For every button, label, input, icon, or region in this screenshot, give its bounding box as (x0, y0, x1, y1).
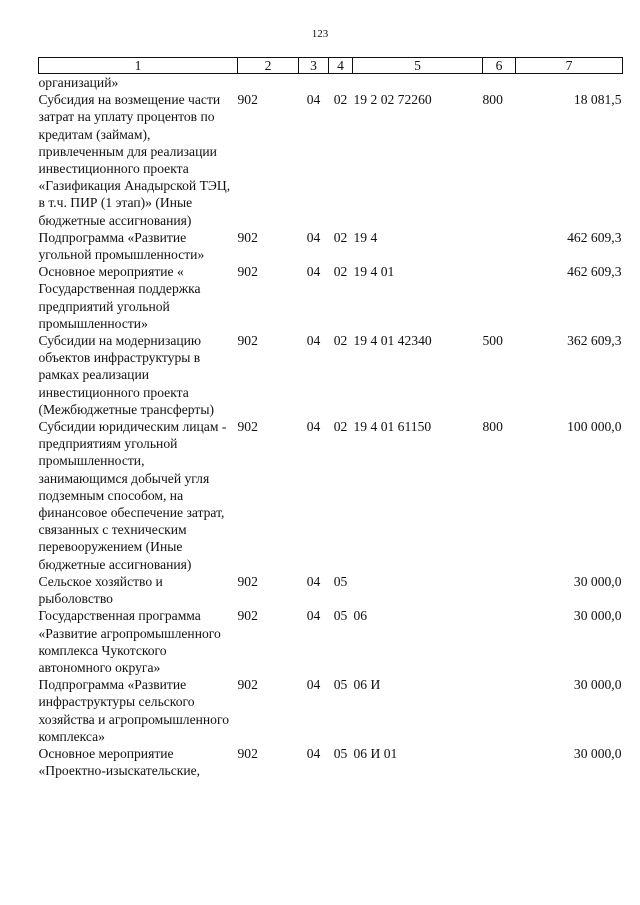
target-article-cell: 06 (353, 608, 368, 624)
name-cell: организаций» (38, 75, 119, 90)
name-cell: Государственная программа «Развитие агропромышленного комплекса Чукотского автономного округа» (38, 608, 221, 675)
subsection-cell: 05 (333, 608, 348, 624)
subsection-cell: 05 (333, 573, 348, 589)
subsection-cell: 02 (333, 264, 348, 280)
section-cell: 04 (306, 419, 321, 435)
grbs-cell (238, 74, 299, 92)
section-cell: 04 (306, 677, 321, 693)
expense-type-cell (483, 74, 516, 92)
header-row (39, 58, 623, 74)
table-header (39, 58, 623, 74)
grbs-cell: 902 (237, 92, 258, 108)
section-cell: 04 (306, 608, 321, 624)
amount-cell: 462 609,3 (567, 229, 622, 245)
expense-type-cell (483, 573, 516, 607)
subsection-cell (329, 74, 353, 92)
grbs-cell: 902 (237, 745, 258, 761)
header-cell-3: 3 (299, 58, 329, 74)
budget-table (38, 57, 623, 779)
expense-type-cell (483, 676, 516, 745)
target-article-cell: 06 И 01 (353, 745, 398, 761)
name-cell: Основное мероприятие «Проектно-изыскательские, (38, 745, 201, 779)
grbs-cell: 902 (237, 608, 258, 624)
subsection-cell: 05 (333, 677, 348, 693)
table-row (39, 607, 623, 676)
grbs-cell: 902 (237, 333, 258, 349)
name-cell: Субсидия на возмещение части затрат на уплату процентов по кредитам (займам), привлеченным для реализации инвестиционного проекта «Газификация Анадырской ТЭЦ, в т.ч. ПИР (1 этап)» (Иные бюджетные ассигнования) (38, 92, 231, 228)
amount-cell: 362 609,3 (567, 333, 622, 349)
name-cell: Субсидии юридическим лицам - предприятиям угольной промышленности, занимающимся добычей угля подземным способом, на финансовое обеспечение затрат, связанных с техническим перевооружением (Иные бюджетные ассигнования) (38, 419, 227, 572)
section-cell: 04 (306, 229, 321, 245)
name-cell: Подпрограмма «Развитие угольной промышленности» (38, 229, 205, 263)
target-article-cell: 19 4 01 (353, 264, 395, 280)
table-row (39, 74, 623, 92)
target-article-cell (353, 573, 483, 607)
table-row (39, 745, 623, 779)
section-cell: 04 (306, 745, 321, 761)
header-cell-1: 1 (39, 58, 238, 74)
target-article-cell: 06 И (353, 677, 381, 693)
target-article-cell (353, 74, 483, 92)
table-row (39, 332, 623, 418)
table-row (39, 91, 623, 229)
amount-cell: 30 000,0 (573, 608, 622, 624)
table-row (39, 676, 623, 745)
section-cell: 04 (306, 264, 321, 280)
expense-type-cell (483, 745, 516, 779)
header-cell-6: 6 (483, 58, 516, 74)
grbs-cell: 902 (237, 677, 258, 693)
header-cell-7: 7 (516, 58, 623, 74)
target-article-cell: 19 4 01 42340 (353, 333, 432, 349)
section-cell: 04 (306, 333, 321, 349)
table-row (39, 573, 623, 607)
amount-cell: 30 000,0 (573, 677, 622, 693)
grbs-cell: 902 (237, 229, 258, 245)
header-cell-4: 4 (329, 58, 353, 74)
expense-type-cell: 500 (482, 333, 503, 349)
expense-type-cell: 800 (482, 419, 503, 435)
grbs-cell: 902 (237, 573, 258, 589)
table-row (39, 263, 623, 332)
amount-cell: 18 081,5 (573, 92, 622, 108)
header-cell-2: 2 (238, 58, 299, 74)
amount-cell: 462 609,3 (567, 264, 622, 280)
table-body (39, 74, 623, 780)
grbs-cell: 902 (237, 419, 258, 435)
page-number: 123 (311, 28, 329, 40)
subsection-cell: 02 (333, 92, 348, 108)
name-cell: Подпрограмма «Развитие инфраструктуры сельского хозяйства и агропромышленного комплекса» (38, 677, 230, 744)
section-cell: 04 (306, 573, 321, 589)
subsection-cell: 02 (333, 229, 348, 245)
grbs-cell: 902 (237, 264, 258, 280)
expense-type-cell (483, 607, 516, 676)
table-row (39, 418, 623, 573)
name-cell: Основное мероприятие « Государственная поддержка предприятий угольной промышленности» (38, 264, 201, 331)
amount-cell: 30 000,0 (573, 745, 622, 761)
amount-cell (516, 74, 623, 92)
subsection-cell: 02 (333, 333, 348, 349)
amount-cell: 30 000,0 (573, 573, 622, 589)
name-cell: Сельское хозяйство и рыболовство (38, 573, 163, 607)
target-article-cell: 19 4 (353, 229, 378, 245)
target-article-cell: 19 2 02 72260 (353, 92, 432, 108)
expense-type-cell: 800 (482, 92, 503, 108)
subsection-cell: 02 (333, 419, 348, 435)
expense-type-cell (483, 229, 516, 263)
amount-cell: 100 000,0 (567, 419, 622, 435)
subsection-cell: 05 (333, 745, 348, 761)
header-cell-5: 5 (353, 58, 483, 74)
section-cell (299, 74, 329, 92)
table-row (39, 229, 623, 263)
target-article-cell: 19 4 01 61150 (353, 419, 432, 435)
section-cell: 04 (306, 92, 321, 108)
name-cell: Субсидии на модернизацию объектов инфраструктуры в рамках реализации инвестиционного проекта (Межбюджетные трансферты) (38, 333, 214, 417)
expense-type-cell (483, 263, 516, 332)
